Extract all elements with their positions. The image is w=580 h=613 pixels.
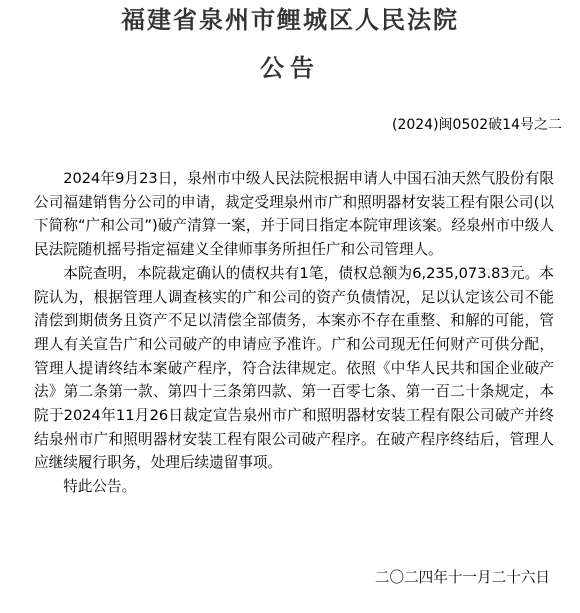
document-title: 公告 — [260, 53, 320, 82]
announcement-body — [34, 167, 554, 499]
announcement-date: 二〇二四年十一月二十六日 — [374, 569, 550, 586]
case-number: (2024)闽0502破14号之二 — [392, 117, 562, 133]
paragraph-case-acceptance: 2024年9月23日，泉州市中级人民法院根据申请人中国石油天然气股份有限公司福建销售分公司的申请，裁定受理泉州市广和照明器材安装工程有限公司(以下简称“广和公司”)破产清算一案，并于同日指定本院审理该案。经泉州市中级人民法院随机摇号指定福建义全律师事务所担任广和公司管理人。 — [34, 170, 554, 259]
paragraph-closing: 特此公告。 — [63, 478, 137, 496]
paragraph-court-findings: 本院查明，本院裁定确认的债权共有1笔，债权总额为6,235,073.83元。本院认为，根据管理人调查核实的广和公司的资产负债情况，足以认定该公司不能清偿到期债务且资产不足以清偿全部债务，本案亦不存在重整、和解的可能，管理人有关宣告广和公司破产的申请应予准许。广和公司现无任何财产可供分配，管理人提请终结本案破产程序，符合法律规定。依照《中华人民共和国企业破产法》第二条第一款、第四十三条第四款、第一百零七条、第一百二十条规定，本院于2024年11月26日裁定宣告泉州市广和照明器材安装工程有限公司破产并终结泉州市广和照明器材安装工程有限公司破产程序。在破产程序终结后，管理人应继续履行职务，处理后续遗留事项。 — [34, 264, 554, 472]
court-name: 福建省泉州市鲤城区人民法院 — [121, 5, 459, 34]
